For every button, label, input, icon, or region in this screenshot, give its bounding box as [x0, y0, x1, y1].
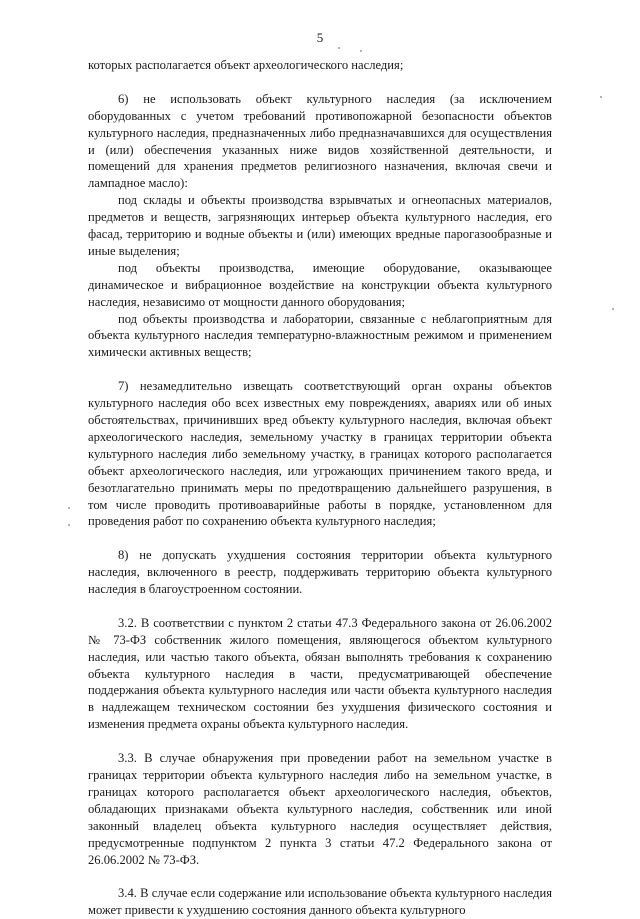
paragraph: 8) не допускать ухудшения состояния территории объекта культурного наследия, включенного в реестр, поддерживать территорию объекта культурного наследия в благоустроенном состоянии.	[88, 548, 552, 597]
paragraph: 3.3. В случае обнаружения при проведении работ на земельном участке в границах территории объекта культурного наследия либо на земельном участке, в границах которого располагается объект археологического наследия, объектов, обладающих признаками объекта культурного наследия, собственник или иной законный владелец объекта культурного наследия осуществляет действия, предусмотренные подпунктом 2 пункта 3 статьи 47.2 Федерального закона от 26.06.2002 № 73-ФЗ.	[88, 751, 552, 867]
paragraph-spacer	[88, 868, 552, 885]
page-number: 5	[316, 30, 324, 45]
paragraph-spacer	[88, 530, 552, 547]
paragraph: под склады и объекты производства взрывчатых и огнеопасных материалов, предметов и веществ, загрязняющих интерьер объекта культурного наследия, его фасад, территорию и водные объекты и (или) имеющих вредные парогазообразные и иные выделения;	[88, 193, 552, 258]
paragraph: под объекты производства, имеющие оборудование, оказывающее динамическое и вибрационное воздействие на конструкции объекта культурного наследия, независимо от мощности данного оборудования;	[88, 260, 552, 309]
paragraph: 3.2. В соответствии с пунктом 2 статьи 47.3 Федерального закона от 26.06.2002 № 73-ФЗ собственник жилого помещения, являющегося объектом культурного наследия, или частью такого объекта, обязан выполнять требования к сохранению объекта культурного наследия в части, предусматривающей обеспечение поддержания объекта культурного наследия или части объекта культурного наследия в надлежащем техническом состоянии без ухудшения физического состояния и изменения предмета охраны объекта культурного наследия.	[88, 615, 552, 732]
paragraph-spacer	[88, 598, 552, 615]
paragraph: 6) не использовать объект культурного наследия (за исключением оборудованных с учетом требований противопожарной безопасности объектов культурного наследия, предназначенных либо предназначавшихся для осуществления и (или) обеспечения указанных ниже видов хозяйственной деятельности, и помещений для хранения предметов религиозного назначения, включая свечи и лампадное масло):	[88, 91, 552, 191]
paragraph: которых располагается объект археологического наследия;	[88, 58, 404, 72]
paragraph-spacer	[88, 733, 552, 750]
scan-artifact	[360, 50, 362, 52]
paragraph-spacer	[88, 361, 552, 378]
paragraph: под объекты производства и лаборатории, связанные с неблагоприятным для объекта культурного наследия температурно-влажностным режимом и применением химически активных веществ;	[88, 311, 552, 360]
scan-artifact	[68, 507, 70, 509]
document-body	[88, 57, 552, 919]
scan-artifact	[68, 524, 70, 526]
paragraph: 3.4. В случае если содержание или использование объекта культурного наследия может привести к ухудшению состояния данного объекта культурного	[88, 886, 552, 918]
paragraph: 7) незамедлительно извещать соответствующий орган охраны объектов культурного наследия обо всех известных ему повреждениях, авариях или об иных обстоятельствах, причинивших вред объекту культурного наследия, включая объект археологического наследия, земельному участку в границах территории объекта культурного наследия либо земельному участку, в границах которого располагается объект археологического наследия, или угрожающих причинением такого вреда, и безотлагательно принимать меры по предотвращению дальнейшего разрушения, в том числе проводить противоаварийные работы в порядке, установленном для проведения работ по сохранению объекта культурного наследия;	[88, 379, 552, 529]
scan-artifact	[338, 47, 340, 49]
scan-artifact	[612, 308, 614, 310]
scan-artifact	[600, 96, 602, 98]
paragraph-spacer	[88, 74, 552, 91]
